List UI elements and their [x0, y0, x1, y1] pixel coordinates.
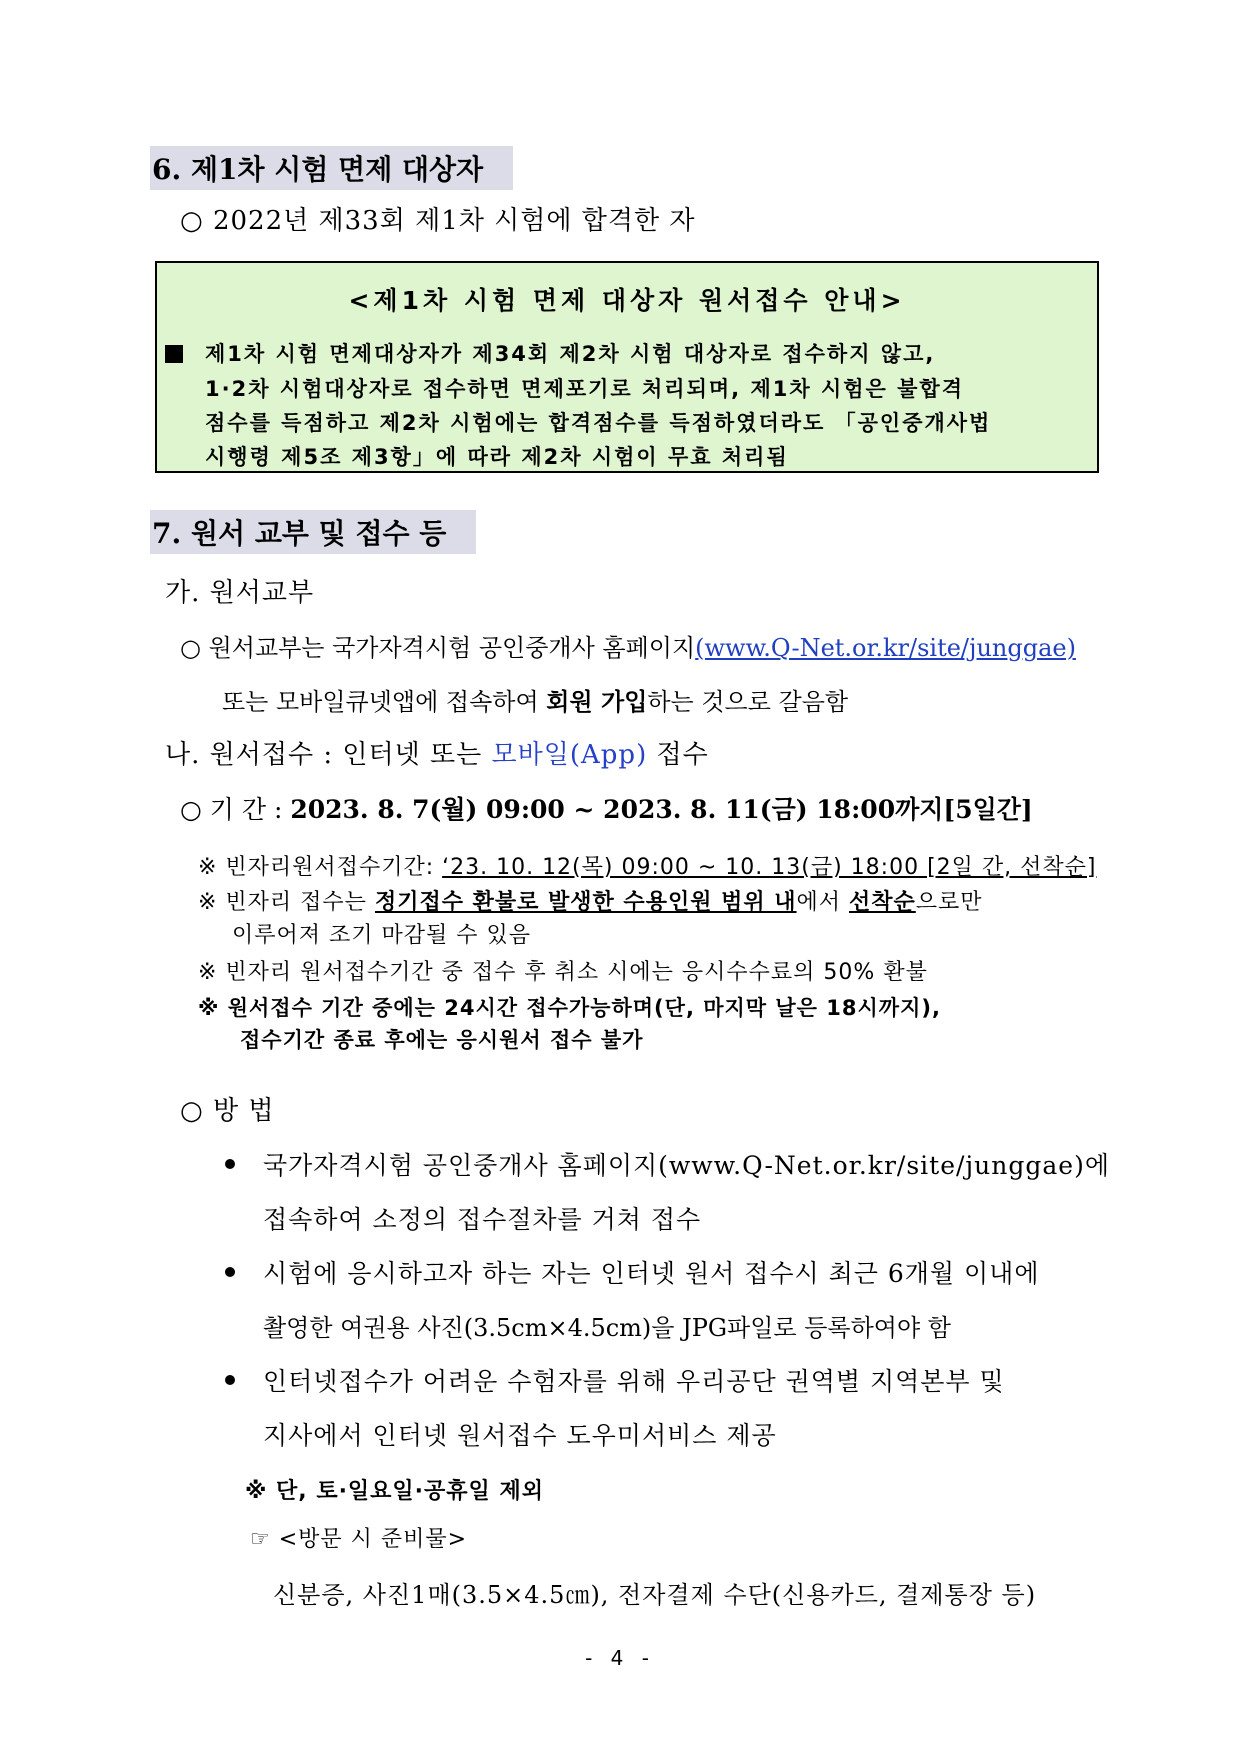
- notice-line-4: 시행령 제5조 제3항」에 따라 제2차 시험이 무효 처리됨: [205, 445, 789, 469]
- note-vacancy-rule: ※ 빈자리 접수는 정기접수 환불로 발생한 수용인원 범위 내에서 선착순으로만: [198, 890, 983, 915]
- exemption-notice-box: [155, 261, 1099, 473]
- qnet-link[interactable]: (www.Q-Net.or.kr/site/junggae): [695, 634, 1076, 662]
- bullet-icon: [225, 1375, 235, 1385]
- bullet-icon: [225, 1267, 235, 1277]
- subsection-ga-title: 가. 원서교부: [165, 578, 315, 608]
- ga-line-1: ○ 원서교부는 국가자격시험 공인중개사 홈페이지(www.Q-Net.or.kr/site/junggae): [180, 634, 1076, 662]
- ga-line-2: 또는 모바일큐넷앱에 접속하여 회원 가입하는 것으로 갈음함: [222, 687, 849, 716]
- section-7-heading: 7. 원서 교부 및 접수 등: [150, 510, 476, 554]
- method-bullet-2: 시험에 응시하고자 하는 자는 인터넷 원서 접수시 최근 6개월 이내에: [225, 1254, 1039, 1290]
- note-24h-cont: 접수기간 종료 후에는 응시원서 접수 불가: [240, 1028, 644, 1052]
- method-bullet-3: 인터넷접수가 어려운 수험자를 위해 우리공단 권역별 지역본부 및: [225, 1362, 1005, 1398]
- method-bullet-1-cont: 접속하여 소정의 접수절차를 거쳐 접수: [263, 1205, 702, 1234]
- notice-line-2: 1·2차 시험대상자로 접수하면 면제포기로 처리되며, 제1차 시험은 불합격: [205, 377, 964, 401]
- notice-line-1: 제1차 시험 면제대상자가 제34회 제2차 시험 대상자로 접수하지 않고,: [165, 338, 935, 368]
- note-vacancy-period: ※ 빈자리원서접수기간: ‘23. 10. 12(목) 09:00 ~ 10. 13(금) 18:00 [2일 간, 선착순]: [198, 855, 1097, 880]
- note-refund: ※ 빈자리 원서접수기간 중 접수 후 취소 시에는 응시수수료의 50% 환불: [198, 960, 928, 985]
- subsection-na-title: 나. 원서접수 : 인터넷 또는 모바일(App) 접수: [165, 740, 709, 770]
- page-number: - 4 -: [585, 1646, 655, 1670]
- notice-line-3: 점수를 득점하고 제2차 시험에는 합격점수를 득점하였더라도 「공인중개사법: [205, 411, 992, 435]
- method-bullet-3-cont: 지사에서 인터넷 원서접수 도우미서비스 제공: [263, 1421, 777, 1450]
- note-vacancy-rule-cont: 이루어져 조기 마감될 수 있음: [232, 923, 531, 948]
- section-6-heading: 6. 제1차 시험 면제 대상자: [150, 146, 513, 190]
- square-bullet-icon: [165, 345, 183, 363]
- bullet-icon: [225, 1159, 235, 1169]
- notice-title: <제1차 시험 면제 대상자 원서접수 안내>: [348, 286, 906, 315]
- method-label: ○ 방 법: [180, 1096, 275, 1126]
- method-bullet-2-cont: 촬영한 여권용 사진(3.5cm×4.5cm)을 JPG파일로 등록하여야 함: [263, 1314, 951, 1342]
- visit-items: 신분증, 사진1매(3.5×4.5㎝), 전자결제 수단(신용카드, 결제통장 등): [273, 1581, 1037, 1609]
- section-6-item: ○ 2022년 제33회 제1차 시험에 합격한 자: [180, 206, 696, 236]
- exception-note: ※ 단, 토·일요일·공휴일 제외: [245, 1479, 544, 1504]
- visit-title: ☞ <방문 시 준비물>: [250, 1527, 468, 1552]
- application-period: ○ 기 간 : 2023. 8. 7(월) 09:00 ~ 2023. 8. 11(금) 18:00까지[5일간]: [180, 795, 1033, 824]
- method-bullet-1: 국가자격시험 공인중개사 홈페이지(www.Q-Net.or.kr/site/junggae)에: [225, 1146, 1110, 1182]
- note-24h: ※ 원서접수 기간 중에는 24시간 접수가능하며(단, 마지막 날은 18시까지),: [198, 996, 941, 1020]
